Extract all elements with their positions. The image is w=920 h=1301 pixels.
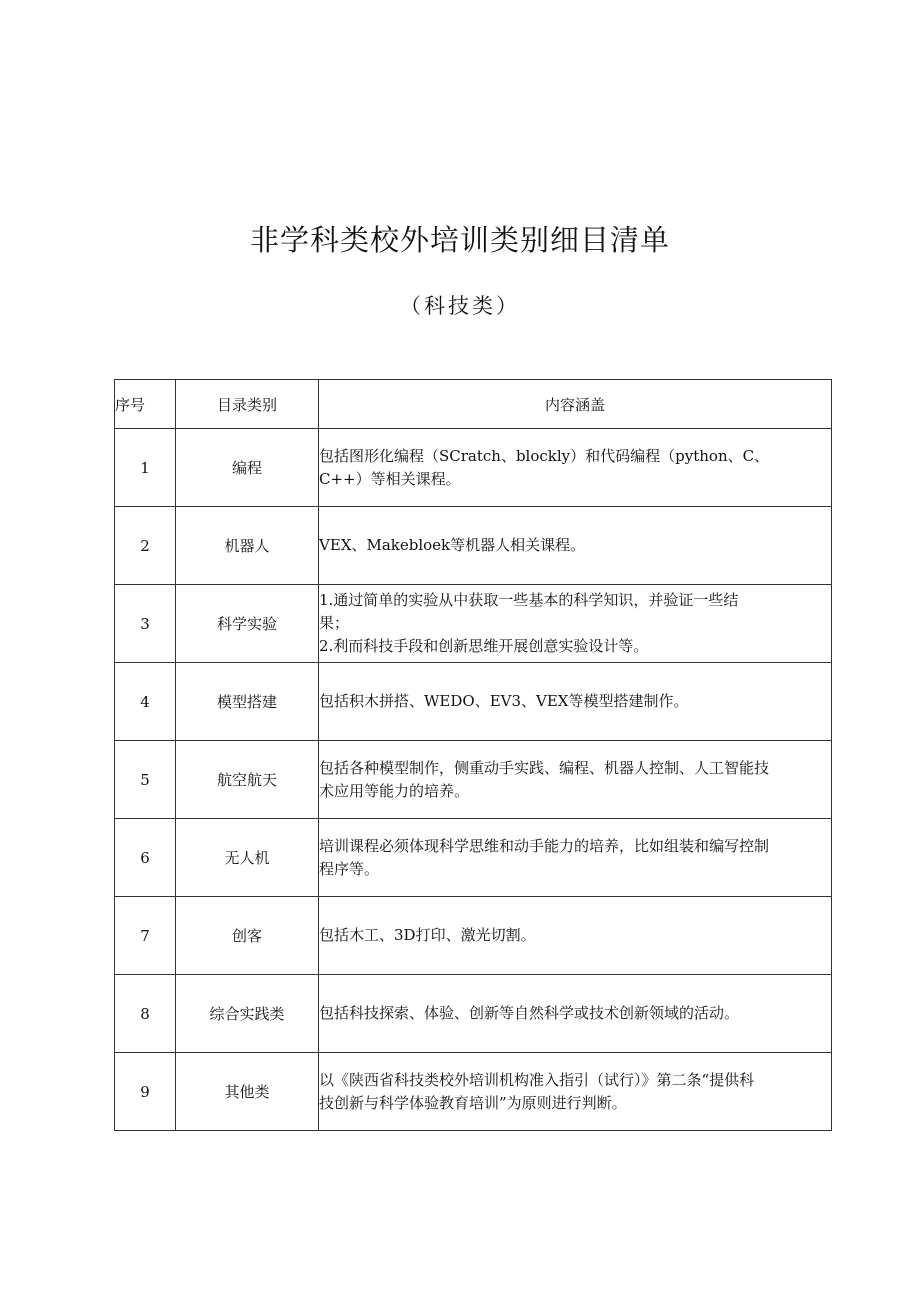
content-line: 2.利而科技手段和创新思维开展创意实验设计等。 bbox=[319, 637, 649, 655]
row-content bbox=[319, 507, 832, 585]
document-title: 非学科类校外培训类别细目清单 bbox=[249, 223, 670, 257]
content-line: 以《陕西省科技类校外培训机构准入指引（试行）》第二条“提供科 bbox=[319, 1070, 755, 1089]
content-line: 术应用等能力的培养。 bbox=[319, 781, 470, 800]
content-line: C++）等相关课程。 bbox=[319, 469, 461, 488]
row-content bbox=[319, 429, 832, 507]
row-category: 机器人 bbox=[176, 507, 319, 585]
table-row bbox=[115, 663, 832, 741]
table-row bbox=[115, 1053, 832, 1131]
row-content bbox=[319, 897, 832, 975]
row-category: 创客 bbox=[176, 897, 319, 975]
table-row bbox=[115, 975, 832, 1053]
row-content bbox=[319, 1053, 832, 1131]
row-category: 综合实践类 bbox=[176, 975, 319, 1053]
content-line: 包括科技探索、体验、创新等自然科学或技术创新领域的活动。 bbox=[319, 1004, 740, 1022]
content-line: 技创新与科学体验教育培训”为原则进行判断。 bbox=[319, 1093, 627, 1112]
row-index: 2 bbox=[115, 507, 176, 585]
table-row bbox=[115, 585, 832, 663]
table-header-row bbox=[115, 380, 832, 429]
table-row bbox=[115, 507, 832, 585]
row-index: 9 bbox=[115, 1053, 176, 1131]
content-line: 包括图形化编程（SCratch、blockly）和代码编程（python、C、 bbox=[319, 446, 770, 465]
content-line: 果； bbox=[319, 614, 350, 632]
row-index: 3 bbox=[115, 585, 176, 663]
row-index: 4 bbox=[115, 663, 176, 741]
header-index: 序号 bbox=[115, 380, 176, 429]
row-index: 1 bbox=[115, 429, 176, 507]
content-line: 程序等。 bbox=[319, 859, 380, 878]
row-content bbox=[319, 663, 832, 741]
row-content bbox=[319, 975, 832, 1053]
row-content bbox=[319, 819, 832, 897]
category-table bbox=[114, 379, 832, 1131]
document-subtitle: （科技类） bbox=[400, 294, 520, 318]
row-index: 6 bbox=[115, 819, 176, 897]
row-content bbox=[319, 741, 832, 819]
row-index: 7 bbox=[115, 897, 176, 975]
row-category: 航空航天 bbox=[176, 741, 319, 819]
content-line: 包括木工、3D打印、激光切割。 bbox=[319, 926, 536, 944]
row-category: 科学实验 bbox=[176, 585, 319, 663]
row-index: 5 bbox=[115, 741, 176, 819]
content-line: 培训课程必须体现科学思维和动手能力的培养，比如组装和编写控制 bbox=[319, 836, 770, 855]
table-row bbox=[115, 429, 832, 507]
row-category: 其他类 bbox=[176, 1053, 319, 1131]
row-category: 模型搭建 bbox=[176, 663, 319, 741]
header-content: 内容涵盖 bbox=[319, 380, 832, 429]
table-row bbox=[115, 897, 832, 975]
row-category: 编程 bbox=[176, 429, 319, 507]
row-category: 无人机 bbox=[176, 819, 319, 897]
table-row bbox=[115, 819, 832, 897]
row-index: 8 bbox=[115, 975, 176, 1053]
row-content bbox=[319, 585, 832, 663]
content-line: 包括积木拼搭、WEDO、EV3、VEX等模型搭建制作。 bbox=[319, 692, 689, 710]
content-line: VEX、Makebloek等机器人相关课程。 bbox=[319, 536, 586, 554]
table-row bbox=[115, 741, 832, 819]
content-line: 1.通过简单的实验从中获取一些基本的科学知识，并验证一些结 bbox=[319, 591, 739, 609]
content-line: 包括各种模型制作，侧重动手实践、编程、机器人控制、人工智能技 bbox=[319, 758, 770, 777]
header-category: 目录类别 bbox=[176, 380, 319, 429]
